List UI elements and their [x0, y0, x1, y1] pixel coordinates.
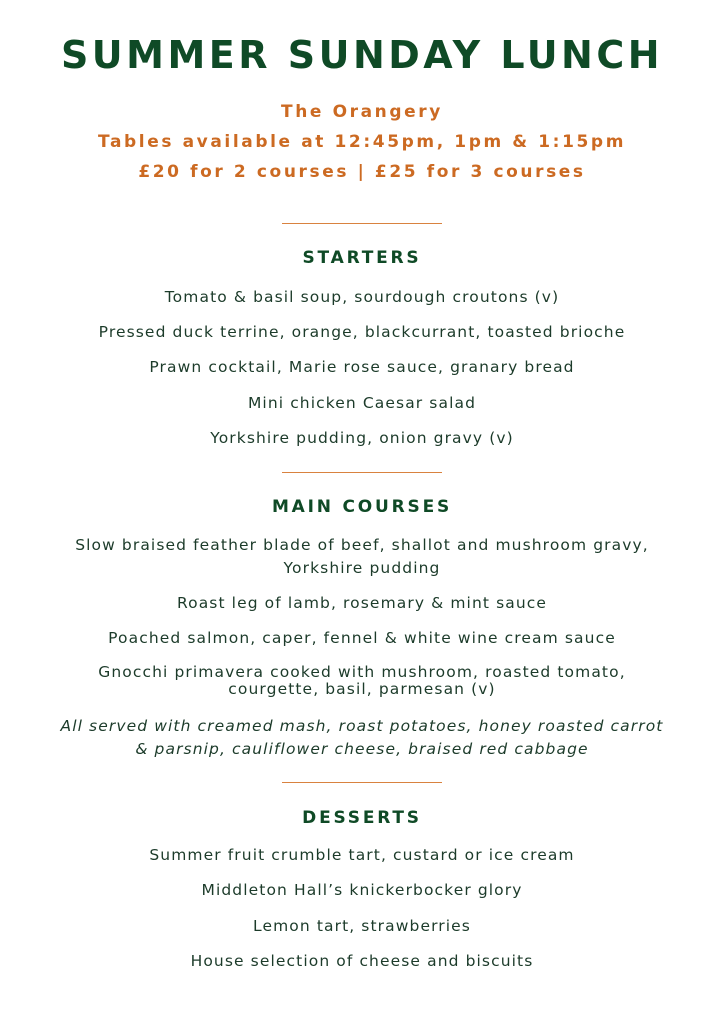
venue-name: The Orangery: [281, 102, 443, 122]
menu-item: Tomato & basil soup, sourdough croutons (v): [164, 288, 560, 306]
divider: [282, 472, 442, 473]
course-prices: £20 for 2 courses | £25 for 3 courses: [138, 162, 586, 182]
menu-item: House selection of cheese and biscuits: [190, 952, 534, 970]
menu-item-continued: Yorkshire pudding: [283, 559, 441, 577]
menu-title: SUMMER SUNDAY LUNCH: [60, 33, 664, 77]
menu-item: Mini chicken Caesar salad: [247, 394, 477, 412]
sides-note: All served with creamed mash, roast potatoes, honey roasted carrot: [60, 717, 664, 735]
menu-item-continued: courgette, basil, parmesan (v): [228, 680, 496, 698]
divider: [282, 782, 442, 783]
menu-item: Middleton Hall’s knickerbocker glory: [201, 881, 523, 899]
menu-item: Lemon tart, strawberries: [253, 917, 471, 935]
table-times: Tables available at 12:45pm, 1pm & 1:15pm: [97, 132, 627, 152]
menu-item: Prawn cocktail, Marie rose sauce, granary bread: [149, 358, 575, 376]
divider: [282, 223, 442, 224]
menu-item: Poached salmon, caper, fennel & white wine cream sauce: [108, 629, 616, 647]
menu-item: Slow braised feather blade of beef, shallot and mushroom gravy,: [75, 536, 649, 554]
menu-item: Yorkshire pudding, onion gravy (v): [210, 429, 514, 447]
menu-item: Roast leg of lamb, rosemary & mint sauce: [176, 594, 548, 612]
sides-note: & parsnip, cauliflower cheese, braised red cabbage: [135, 740, 589, 758]
section-heading-main-courses: MAIN COURSES: [271, 497, 453, 517]
menu-item: Summer fruit crumble tart, custard or ice cream: [149, 846, 575, 864]
menu-item: Pressed duck terrine, orange, blackcurrant, toasted brioche: [98, 323, 626, 341]
menu-item: Gnocchi primavera cooked with mushroom, roasted tomato,: [98, 663, 626, 681]
section-heading-desserts: DESSERTS: [302, 808, 422, 828]
section-heading-starters: STARTERS: [302, 248, 422, 268]
